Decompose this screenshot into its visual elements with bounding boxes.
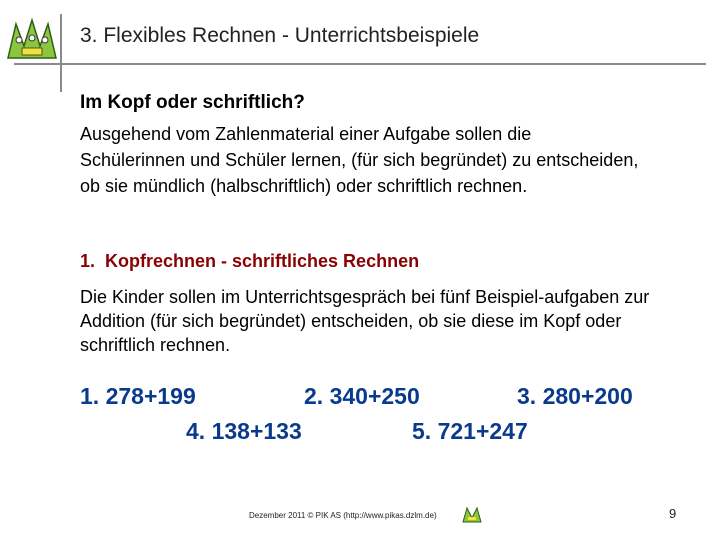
- task-item: 4. 138+133: [186, 418, 302, 444]
- header-vertical-rule: [60, 14, 62, 92]
- subtitle: Im Kopf oder schriftlich?: [80, 92, 305, 113]
- header-horizontal-rule: [14, 63, 706, 65]
- section-heading: [80, 251, 419, 272]
- task-item: 5. 721+247: [412, 418, 528, 444]
- page-number: 9: [669, 506, 677, 521]
- section-title: Kopfrechnen - schriftliches Rechnen: [105, 251, 420, 271]
- task-item: 1. 278+199: [80, 383, 196, 409]
- task-item: 3. 280+200: [517, 383, 633, 409]
- intro-paragraph: Ausgehend vom Zahlenmaterial einer Aufgabe sollen die Schülerinnen und Schüler lernen, (für sich begründet) zu entscheiden, ob sie mündlich (halbschriftlich) oder schriftlich rechnen.: [80, 124, 639, 196]
- description-paragraph: Die Kinder sollen im Unterrichtsgespräch bei fünf Beispiel-aufgaben zur Addition (für sich begründet) entscheiden, ob sie diese im Kopf oder schriftlich rechnen.: [80, 287, 650, 355]
- pikas-logo-icon: [6, 16, 58, 62]
- task-item: 2. 340+250: [304, 383, 420, 409]
- section-number: 1.: [80, 251, 96, 271]
- page-title: 3. Flexibles Rechnen - Unterrichtsbeispiele: [80, 24, 480, 47]
- pikas-logo-icon: [462, 504, 482, 524]
- footer-text: Dezember 2011 © PIK AS (http://www.pikas.dzlm.de): [249, 511, 437, 520]
